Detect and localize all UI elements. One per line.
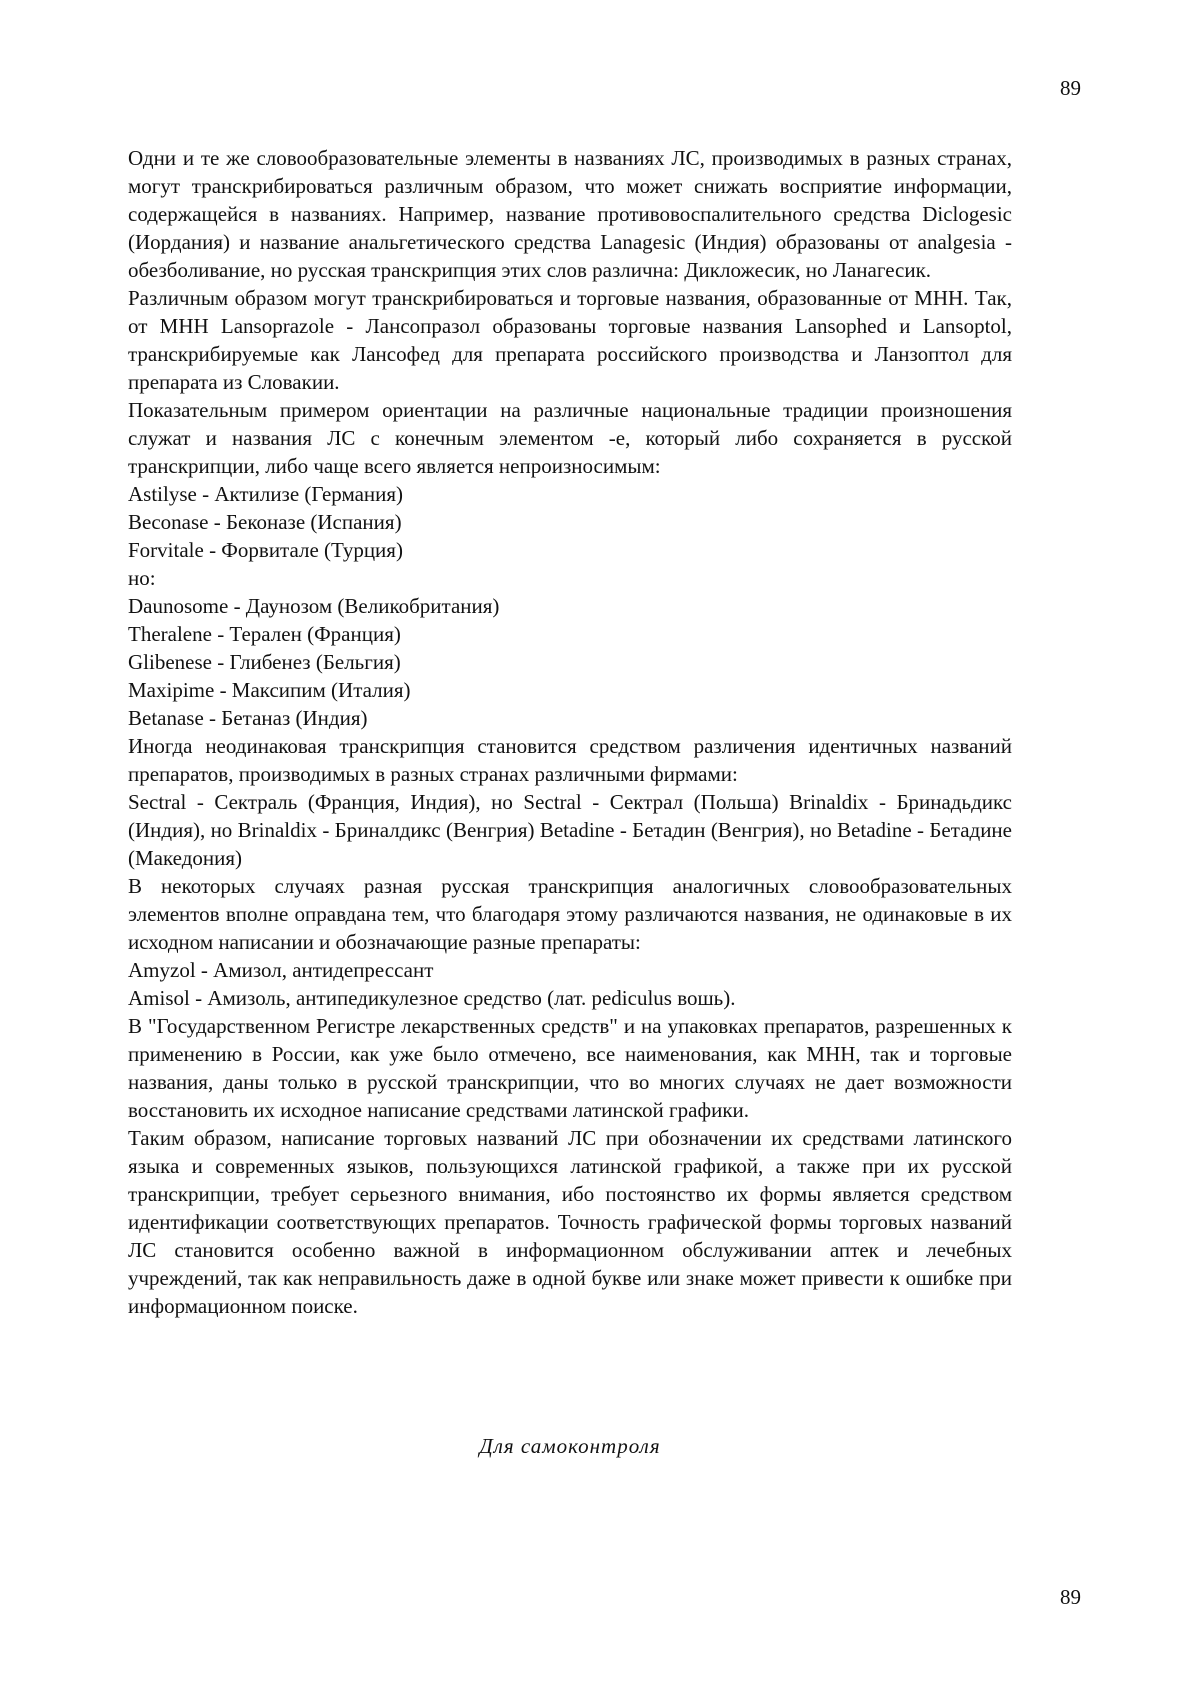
paragraph-trade-names-from-inn: Различным образом могут транскрибироваться и торговые названия, образованные от МНН. Так, от МНН Lansoprazole - Лансопразол образованы торговые названия Lansophed и Lansoptol, транскрибируемые как Лансофед для препарата российского производства и Ланзоптол для препарата из Словакии.	[128, 286, 1012, 394]
example-different-drug: Amisol - Амизоль, антипедикулезное средство (лат. pediculus вошь).	[128, 986, 736, 1010]
paragraph-final-e-element: Показательным примером ориентации на различные национальные традиции произношения служат и названия ЛС с конечным элементом -е, который либо сохраняется в русской транскрипции, либо чаще всего является непроизносимым:	[128, 398, 1012, 478]
example-silent-e: Maxipime - Максипим (Италия)	[128, 678, 411, 702]
paragraph-conclusion: Таким образом, написание торговых названий ЛС при обозначении их средствами латинского языка и современных языков, пользующихся латинской графикой, а также при их русской транскрипции, требует серьезного внимания, ибо постоянство их формы является средством идентификации соответствующих препаратов. Точность графической формы торговых названий ЛС становится особенно важной в информационном обслуживании аптек и лечебных учреждений, так как неправильность даже в одной букве или знаке может привести к ошибке при информационном поиске.	[128, 1126, 1012, 1318]
example-retained-e: Forvitale - Форвитале (Турция)	[128, 538, 403, 562]
paragraph-distinguish-identical: Иногда неодинаковая транскрипция становится средством различения идентичных названий препаратов, производимых в разных странах различными фирмами:	[128, 734, 1012, 786]
section-heading-self-control: Для самоконтроля	[479, 1434, 661, 1458]
page-number-top: 89	[1060, 76, 1081, 100]
but-label: но:	[128, 566, 156, 590]
page-number-bottom: 89	[1060, 1585, 1081, 1609]
example-silent-e: Daunosome - Даунозом (Великобритания)	[128, 594, 500, 618]
paragraph-justified-transcription: В некоторых случаях разная русская транскрипция аналогичных словообразовательных элементов вполне оправдана тем, что благодаря этому различаются названия, не одинаковые в их исходном написании и обозначающие разные препараты:	[128, 874, 1012, 954]
example-silent-e: Glibenese - Глибенез (Бельгия)	[128, 650, 401, 674]
example-retained-e: Beconase - Беконазе (Испания)	[128, 510, 402, 534]
example-silent-e: Theralene - Терален (Франция)	[128, 622, 401, 646]
document-body	[128, 144, 1012, 1320]
paragraph-state-register: В "Государственном Регистре лекарственных средств" и на упаковках препаратов, разрешенных к применению в России, как уже было отмечено, все наименования, как МНН, так и торговые названия, даны только в русской транскрипции, что во многих случаях не дает возможности восстановить их исходное написание средствами латинской графики.	[128, 1014, 1012, 1122]
paragraph-transcription-variants: Одни и те же словообразовательные элементы в названиях ЛС, производимых в разных странах, могут транскрибироваться различным образом, что может снижать восприятие информации, содержащейся в названиях. Например, название противовоспалительного средства Diclogesic (Иордания) и название анальгетического средства Lanagesic (Индия) образованы от analgesia - обезболивание, но русская транскрипция этих слов различна: Дикложесик, но Ланагесик.	[128, 146, 1012, 282]
paragraph-firm-examples: Sectral - Сектраль (Франция, Индия), но Sectral - Сектрал (Польша) Brinaldix - Бринадьдикс (Индия), но Brinaldix - Бриналдикс (Венгрия) Betadine - Бетадин (Венгрия), но Betadine - Бетадине (Македония)	[128, 790, 1012, 870]
example-different-drug: Amyzol - Амизол, антидепрессант	[128, 958, 434, 982]
example-retained-e: Astilyse - Актилизе (Германия)	[128, 482, 404, 506]
example-silent-e: Betanase - Бетаназ (Индия)	[128, 706, 368, 730]
